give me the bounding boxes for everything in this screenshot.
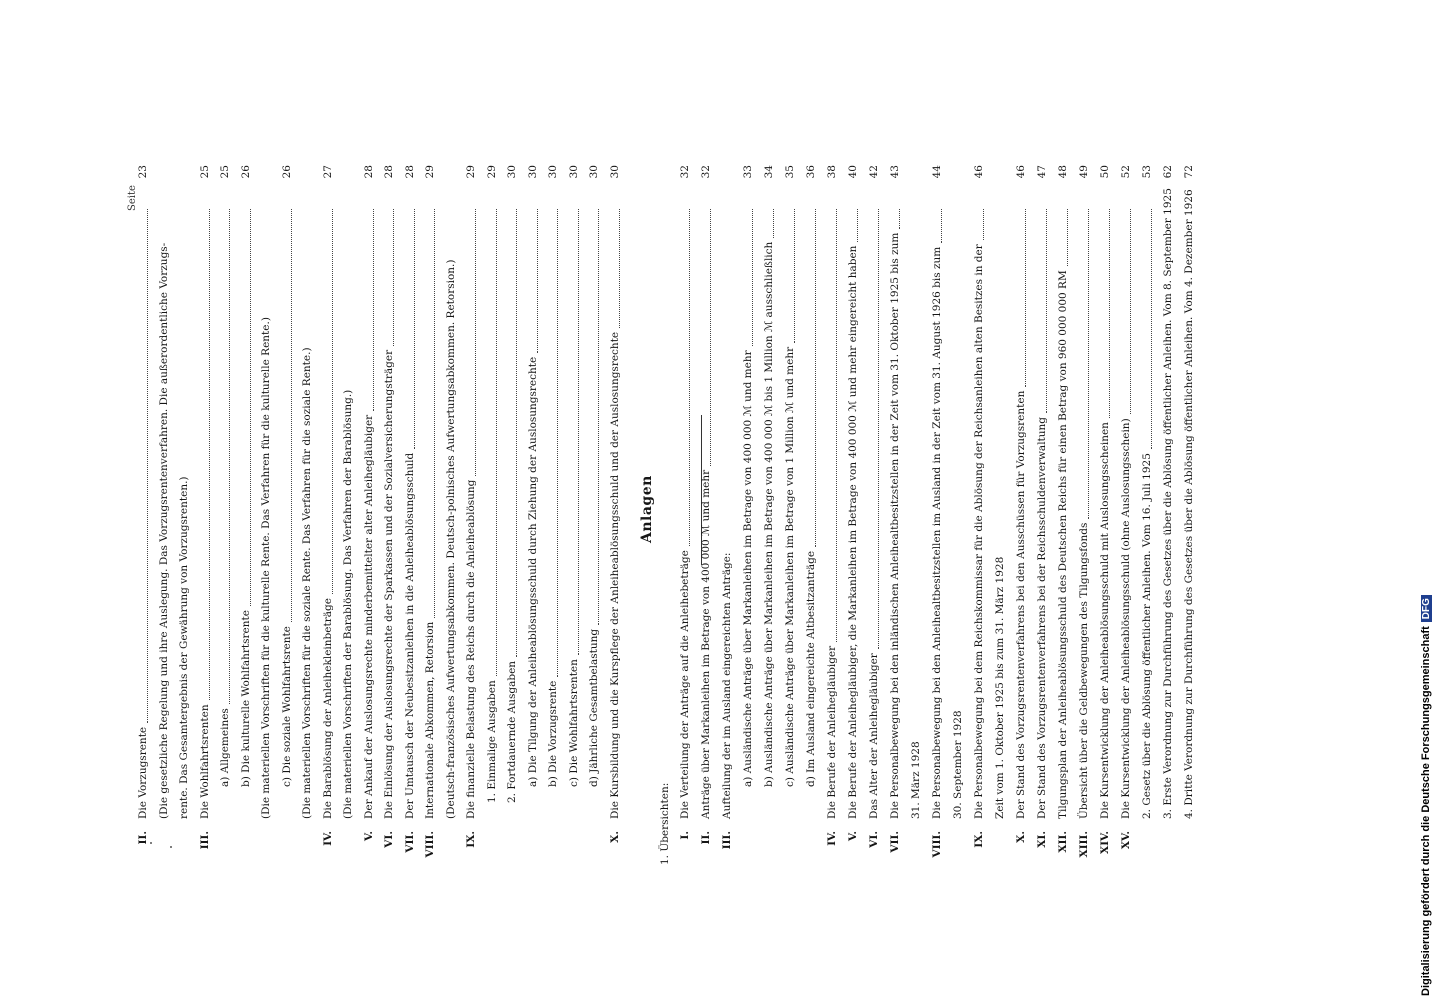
footer-credit: [1420, 0, 1432, 996]
toc-entry-text: c) Die Wohlfahrtsrenten: [567, 659, 580, 787]
dot-leader: [847, 209, 858, 242]
toc-entry-page: 35: [784, 165, 796, 179]
toc-entry-text: Der Umtausch der Neubesitzanleihen in die Anleiheablösungsschuld: [403, 452, 416, 819]
toc-entry-page: 43: [889, 165, 901, 179]
toc-entry-text: Die Vorzugsrente: [137, 726, 149, 819]
toc-entry-page: 48: [1057, 165, 1069, 179]
toc-entry-number: I.: [679, 831, 691, 840]
dot-leader: [281, 209, 292, 622]
toc-entry-page: 30: [588, 165, 600, 179]
toc-entry-page: 28: [362, 165, 375, 179]
toc-entry-page: 30: [567, 165, 580, 179]
dot-leader: [547, 209, 558, 677]
toc-entry-page: 29: [424, 165, 436, 179]
toc-entry-text: Das Alter der Anleihegläubiger: [868, 653, 880, 819]
toc-entry-page: 29: [485, 165, 498, 179]
toc-entry-page: 46: [1015, 165, 1027, 179]
toc-entry-page: 40: [847, 165, 859, 179]
toc-entry-number: V.: [362, 831, 375, 841]
toc-entry-text: c) Ausländische Anträge über Markanleihen im Betrage von 1 Million ℳ und mehr: [784, 346, 796, 787]
dot-leader: [868, 209, 879, 649]
toc-entry-text: Übersicht über die Geldbewegungen des Tilgungsfonds: [1078, 522, 1090, 819]
dot-leader: [137, 209, 148, 723]
toc-entry-page: 46: [973, 165, 985, 179]
toc-entry-number: II.: [137, 831, 149, 845]
toc-entry-text: rente. Das Gesamtergebnis der Gewährung von Vorzugsrenten.): [178, 476, 190, 819]
toc-entry-text: Internationale Abkommen, Retorsion: [424, 621, 436, 819]
toc-entry-text: (Die gesetzliche Regelung und ihre Auslegung. Das Vorzugsrentenverfahren. Die außerordentliche Vorzugs-: [157, 242, 170, 819]
toc-entry-page: 36: [805, 165, 817, 179]
toc-entry-page: 26: [239, 165, 252, 179]
toc-entry-text: 2. Gesetz über die Ablösung öffentlicher Anleihen. Vom 16. Juli 1925: [1141, 453, 1153, 819]
toc-entry-text: Die Berufe der Anleihegläubiger: [826, 645, 838, 819]
dot-leader: [1120, 209, 1131, 414]
toc-entry-page: 25: [219, 165, 231, 179]
dot-leader: [826, 209, 837, 642]
toc-entry-text: Der Stand des Vorzugsrentenverfahrens bei den Ausschüssen für Vorzugsrenten: [1015, 390, 1027, 819]
toc-entry-number: III.: [198, 831, 211, 850]
toc-entry-page: 47: [1036, 165, 1048, 179]
toc-entry-page: 25: [198, 165, 211, 179]
dot-leader: [763, 209, 774, 238]
toc-entry-text: 1. Einmalige Ausgaben: [485, 680, 498, 803]
toc-entry-text: Die Kursentwicklung der Anleiheablösungsschuld mit Auslosungsscheinen: [1099, 422, 1111, 819]
toc-entry-text: d) Im Ausland eingereichte Altbesitzanträge: [805, 550, 817, 787]
toc-entry-text: Der Stand des Vorzugsrentenverfahrens bei der Reichsschuldenverwaltung: [1036, 416, 1048, 819]
dot-leader: [568, 209, 579, 655]
toc-entry-page: 33: [742, 165, 754, 179]
toc-entry-number: VI.: [383, 831, 395, 848]
toc-entry-number: III.: [721, 831, 733, 850]
toc-entry-page: 32: [700, 165, 712, 179]
uebersichten-label: 1. Übersichten:: [659, 782, 671, 865]
dot-leader: [219, 209, 230, 704]
toc-entry-text: (Die materiellen Vorschriften für die kulturelle Rente. Das Verfahren für die kulturelle Rente.): [260, 317, 272, 819]
toc-entry-page: 34: [763, 165, 775, 179]
toc-entry-page: 49: [1078, 165, 1090, 179]
toc-entry-number: II.: [700, 831, 712, 845]
dot-leader: [404, 209, 415, 449]
toc-entry-page: 52: [1120, 165, 1132, 179]
toc-entry-number: V.: [847, 831, 859, 841]
toc-entry-text: 3. Erste Verordnung zur Durchführung des Gesetzes über die Ablösung öffentlicher Anleihen. Vom 8. September 1925: [1162, 188, 1174, 819]
toc-entry-number: IV.: [321, 831, 334, 846]
toc-entry-page: 38: [826, 165, 838, 179]
toc-entry-text: 4. Dritte Verordnung zur Durchführung des Gesetzes über die Ablösung öffentlicher Anleihen. Vom 4. Dezember 1926: [1183, 189, 1195, 819]
toc-entry-page: 30: [608, 165, 621, 179]
toc-entry-text: b) Ausländische Anträge über Markanleihen im Betrage von 400 000 ℳ bis 1 Million ℳ ausschließlich: [763, 241, 775, 787]
toc-entry-text: Die Verteilung der Anträge auf die Anleihebeträge: [679, 550, 691, 819]
dot-leader: [1036, 209, 1047, 413]
toc-entry-text: Die Kursentwicklung der Anleiheablösungsschuld (ohne Auslosungsschein): [1120, 418, 1132, 819]
toc-entry-number: XIV.: [1099, 831, 1111, 855]
toc-entry-text: Die Barablösung der Anleihekleinbeträge: [321, 598, 334, 819]
dot-leader: [240, 209, 251, 606]
dot-leader: [609, 209, 620, 328]
dot-leader: [784, 209, 795, 343]
toc-entry-page: 32: [679, 165, 691, 179]
toc-entry-text: Zeit vom 1. Oktober 1925 bis zum 31. März 1928: [994, 556, 1006, 819]
toc-entry-number: XI.: [1036, 831, 1048, 848]
dot-leader: [527, 209, 538, 353]
toc-entry-text: Die finanzielle Belastung des Reichs durch die Anleiheablösung: [465, 479, 477, 819]
toc-entry-page: 28: [383, 165, 395, 179]
dot-leader: [1141, 209, 1152, 449]
dot-leader: [700, 209, 711, 466]
toc-entry-page: 53: [1141, 165, 1153, 179]
section-title: Anlagen: [639, 475, 655, 543]
toc-entry-text: Die Wohlfahrtsrenten: [198, 704, 211, 819]
toc-entry-page: 30: [506, 165, 518, 179]
toc-entry-page: 72: [1183, 165, 1195, 179]
toc-entry-page: 30: [547, 165, 559, 179]
toc-entry-number: IX.: [973, 831, 985, 848]
toc-entry-number: VI.: [868, 831, 880, 848]
dot-leader: [742, 209, 753, 346]
dot-leader: [805, 209, 816, 547]
dot-leader: [679, 209, 690, 546]
dot-leader: [1099, 209, 1110, 418]
footer-text: Digitalisierung gefördert durch die Deutsche Forschungsgemeinschaft: [1420, 626, 1432, 996]
toc-entry-page: 26: [280, 165, 293, 179]
dot-leader: [322, 209, 333, 594]
toc-entry-text: b) Die kulturelle Wohlfahrtsrente: [239, 610, 252, 787]
toc-entry-text: 31. März 1928: [910, 741, 922, 819]
toc-entry-text: d) Jährliche Gesamtbelastung: [588, 628, 600, 787]
dot-leader: [465, 209, 476, 476]
dot-leader: [1057, 209, 1068, 266]
toc-entry-text: Die Personalbewegung bei dem Reichskommissar für die Ablösung der Reichsanleihen alten Besitzes in der: [973, 244, 985, 819]
toc-entry-text: Die Berufe der Anleihegläubiger, die Markanleihen im Betrage von 400 000 ℳ und mehr eingereicht haben: [847, 245, 859, 819]
dot-leader: [424, 209, 435, 618]
toc-entry-number: VII.: [889, 831, 901, 853]
dot-leader: [1015, 209, 1026, 387]
toc-entry-text: Aufteilung der im Ausland eingereichten Anträge:: [721, 552, 733, 819]
toc-entry-page: 62: [1162, 165, 1174, 179]
toc-entry-number: VIII.: [931, 831, 943, 858]
dot-leader: [588, 209, 599, 625]
toc-entry-number: XII.: [1057, 831, 1069, 853]
toc-entry-text: Die Einlösung der Auslosungsrechte der Sparkassen und der Sozialversicherungsträger: [383, 349, 395, 819]
dot-leader: [889, 209, 900, 229]
toc-entry-page: 42: [868, 165, 880, 179]
toc-entry-text: Die Kursbildung und die Kurspflege der Anleiheablösungsschuld und der Auslosungsrechte: [608, 331, 621, 819]
toc-entry-text: 2. Fortdauernde Ausgaben: [506, 660, 518, 803]
dfg-logo: DFG: [1421, 595, 1432, 622]
toc-entry-text: Tilgungsplan der Anleiheablösungsschuld des Deutschen Reichs für einen Betrag von 960 000 000 RM: [1057, 270, 1069, 819]
dot-leader: [506, 209, 517, 657]
toc-entry-text: (Die materiellen Vorschriften für die soziale Rente. Das Verfahren für die soziale Rente.): [301, 347, 313, 819]
dot-leader: [931, 209, 942, 243]
toc-entry-page: 28: [403, 165, 416, 179]
toc-entry-page: 29: [465, 165, 477, 179]
toc-entry-text: c) Die soziale Wohlfahrtsrente: [280, 626, 293, 787]
toc-page: [127, 165, 1233, 865]
toc-entry-page: 27: [321, 165, 334, 179]
toc-entry-text: 30. September 1928: [952, 710, 964, 819]
dot-leader: [486, 209, 497, 676]
toc-entry-number: XIII.: [1078, 831, 1090, 858]
toc-entry-number: X.: [608, 831, 621, 843]
toc-entry-text: (Die materiellen Vorschriften der Barablösung. Das Verfahren der Barablösung.): [342, 389, 354, 819]
toc-entry-number: X.: [1015, 831, 1027, 843]
toc-entry-text: Die Personalbewegung bei den inländischen Anleihealtbesitzstellen in der Zeit vom 31. Oktober 1925 bis zum: [889, 232, 901, 819]
toc-entry-text: Anträge über Markanleihen im Betrage von 400 000 ℳ und mehr: [700, 469, 712, 819]
toc-entry-page: 50: [1099, 165, 1111, 179]
toc-entry-text: a) Allgemeines: [219, 708, 231, 787]
toc-entry-text: (Deutsch-französisches Aufwertungsabkommen. Deutsch-polnisches Aufwertungsabkommen. Retorsion.): [444, 259, 457, 819]
toc-entry-number: XV.: [1120, 831, 1132, 850]
toc-entry-page: 23: [137, 165, 149, 179]
dot-leader: [1078, 209, 1089, 519]
scan-speck: [170, 846, 172, 848]
toc-entry-text: Der Ankauf der Auslosungsrechte minderbemittelter alter Anleihegläubiger: [362, 414, 375, 819]
page-column-header: Seite: [127, 185, 138, 211]
scan-speck: [150, 842, 152, 844]
dot-leader: [973, 209, 984, 240]
toc-entry-number: VII.: [403, 831, 416, 853]
toc-entry-page: 30: [526, 165, 539, 179]
toc-entry-number: IX.: [465, 831, 477, 848]
toc-entry-text: b) Die Vorzugsrente: [547, 680, 559, 787]
toc-entry-page: 44: [931, 165, 943, 179]
dot-leader: [383, 209, 394, 346]
toc-entry-number: VIII.: [424, 831, 436, 858]
toc-entry-text: a) Ausländische Anträge über Markanleihen im Betrage von 400 000 ℳ und mehr: [742, 350, 754, 787]
dot-leader: [199, 209, 210, 700]
toc-entry-text: a) Die Tilgung der Anleiheablösungsschuld durch Ziehung der Auslosungsrechte: [526, 356, 539, 787]
toc-entry-text: Die Personalbewegung bei den Anleihealtbesitzstellen im Ausland in der Zeit vom 31. August 1926 bis zum: [931, 246, 943, 819]
dot-leader: [363, 209, 374, 411]
toc-entry-number: IV.: [826, 831, 838, 846]
